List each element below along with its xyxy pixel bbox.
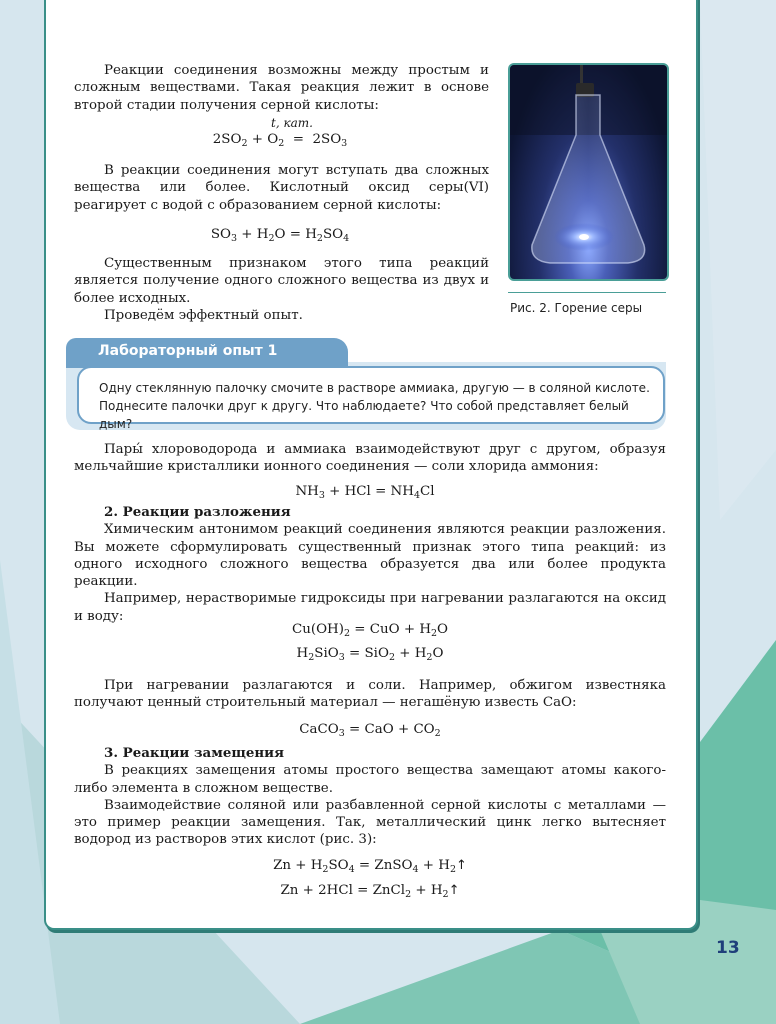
lab-line-2: Поднесите палочки друг к другу. Что наблюдаете? Что собой представляет белый дым? (99, 399, 629, 431)
body-paragraph-8: При нагревании разлагаются и соли. Например, обжигом известняка получают ценный строительный материал — негашёную известь CaO: (74, 678, 666, 711)
heading-substitution: 3. Реакции замещения (104, 745, 285, 761)
section-decomposition: 2. Реакции разложения Химическим антонимом реакций соединения являются реакции разложения. Вы можете сформулировать существенный признак этого типа реакций: из одного исходного сложного вещества образуется два или более продукта реакции. Например, нерастворимые гидроксиды при нагревании разлагаются на оксид и воду: (74, 504, 666, 624)
lab-line-1: Одну стеклянную палочку смочите в растворе аммиака, другую — в соляной кислоте. (99, 381, 650, 395)
intro-paragraph-2: В реакции соединения могут вступать два сложных вещества или более. Кислотный оксид серы(VI) реагирует с водой с образованием серной кислоты: (74, 163, 489, 213)
equation-caco3: CaCO$_3$ = CaO + $CO_2$ (299, 722, 441, 739)
figure-caption: Рис. 2. Горение серы (510, 301, 643, 315)
equation-h2sio3: $H_2SiO_3 = SiO_2 + H_2O$ (296, 646, 444, 663)
intro-paragraph-3: Существенным признаком этого типа реакций является получение одного сложного вещества из двух и более исходных. Проведём эффектный опыт. (74, 256, 489, 323)
heading-decomposition: 2. Реакции разложения (104, 504, 291, 520)
section-substitution: 3. Реакции замещения В реакциях замещения атомы простого вещества замещают атомы какого-либо элемента в сложном веществе. Взаимодействие соляной или разбавленной серной кислоты с металлами — это пример реакции замещения. Так, металлический цинк легко вытесняет водород из растворов этих кислот (рис. 3): (74, 745, 666, 848)
figure-sulfur-burning (508, 63, 669, 281)
equation-cuoh2: $Cu(OH)_2$ = CuO + $H_2O$ (291, 622, 449, 639)
equation-zn-h2so4: $Zn + H_2SO_4$ = ZnSO$_4$ + $H_2↑$ (273, 858, 467, 875)
equation-so3-h2o: $SO_3 + H_2O = H_2SO_4$ (210, 227, 350, 244)
body-paragraph-5: Пары́ хлороводорода и аммиака взаимодействуют друг с другом, образуя мельчайшие кристаллики ионного соединения — соли хлорида аммония: (74, 442, 666, 475)
lab-instructions (77, 366, 665, 431)
caption-rule (508, 292, 666, 293)
equation-so2-o2: $2SO_2 + O_2 = 2SO_3$ (212, 132, 348, 149)
eq1-condition: t, кат. (271, 116, 313, 130)
equation-nh3-hcl: $NH_3$ + HCl = $NH_4Cl$ (295, 484, 435, 501)
page-number: 13 (716, 938, 740, 958)
flask-illustration (510, 65, 667, 279)
lab-title: Лабораторный опыт 1 (66, 338, 348, 368)
intro-paragraph-1: Реакции соединения возможны между простым и сложным веществами. Такая реакция лежит в основе второй стадии получения серной кислоты: (74, 63, 489, 113)
equation-zn-hcl: Zn + 2HCl = ZnCl$_2$ + $H_2↑$ (280, 883, 460, 900)
